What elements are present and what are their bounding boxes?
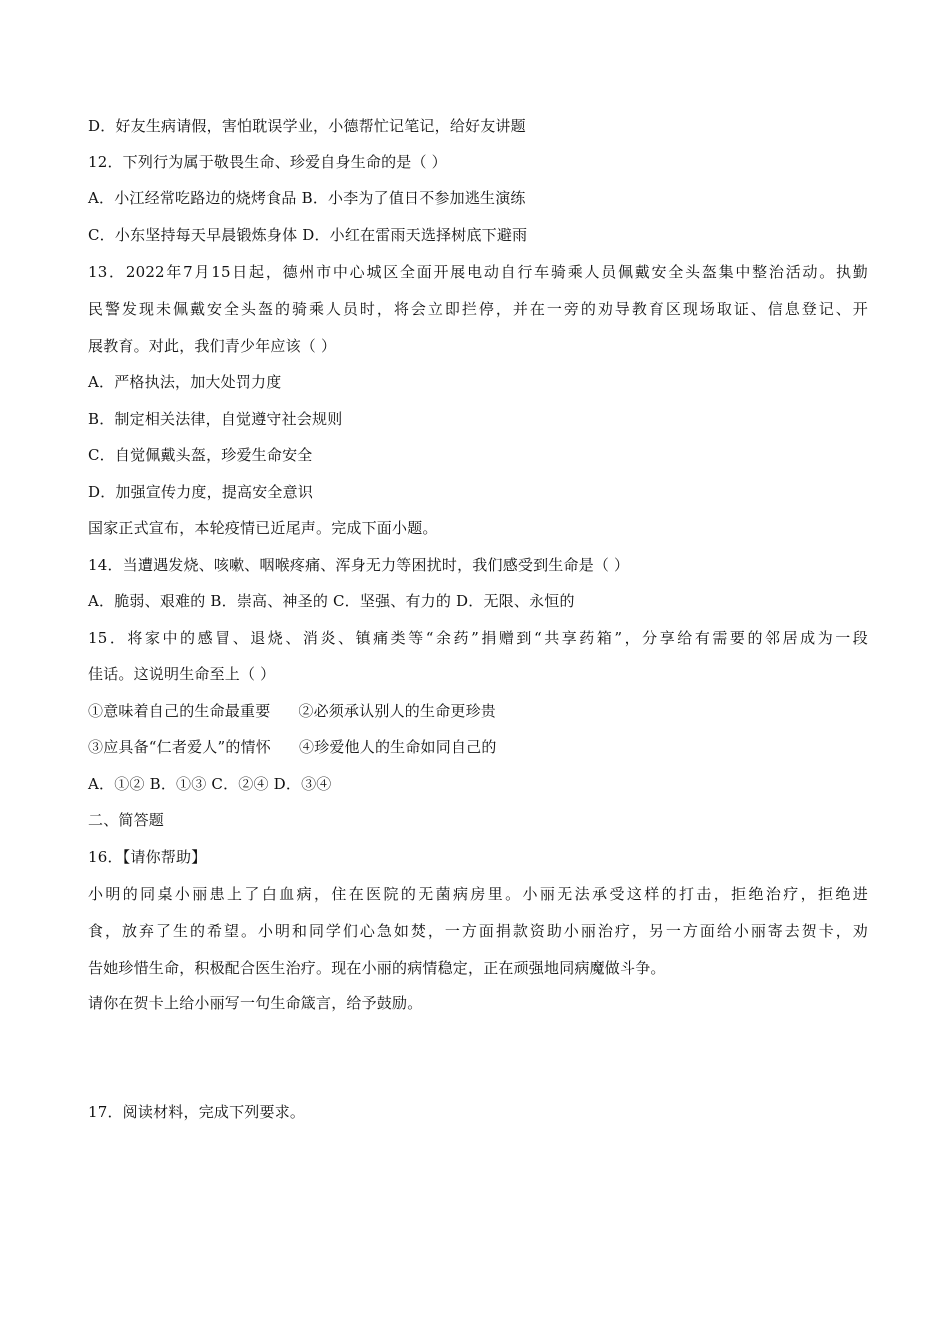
- q14-options: A．脆弱、艰难的 B．崇高、神圣的 C．坚强、有力的 D．无限、永恒的: [88, 592, 575, 610]
- q13-option-c: C．自觉佩戴头盔，珍爱生命安全: [88, 446, 313, 464]
- q13-stem-line-3: 展教育。对此，我们青少年应该（ ）: [88, 337, 337, 355]
- q15-stem-line-2: 佳话。这说明生命至上（ ）: [88, 665, 276, 683]
- q14-stem: 14．当遭遇发烧、咳嗽、咽喉疼痛、浑身无力等困扰时，我们感受到生命是（ ）: [88, 556, 630, 574]
- q16-title: 16．【请你帮助】: [88, 848, 207, 866]
- q16-material-line-1: 小明的同桌小丽患上了白血病，住在医院的无菌病房里。小丽无法承受这样的打击，拒绝治疗，拒绝进: [88, 885, 868, 903]
- q15-options: A．①② B．①③ C．②④ D．③④: [88, 775, 332, 793]
- q16-material-line-3: 告她珍惜生命，积极配合医生治疗。现在小丽的病情稳定，正在顽强地同病魔做斗争。: [88, 959, 666, 977]
- q13-option-b: B．制定相关法律，自觉遵守社会规则: [88, 410, 343, 428]
- q12-options-cd: C．小东坚持每天早晨锻炼身体 D．小红在雷雨天选择树底下避雨: [88, 226, 528, 244]
- q15-stem-line-1: 15．将家中的感冒、退烧、消炎、镇痛类等“余药”捐赠到“共享药箱”，分享给有需要的邻居成为一段: [88, 629, 868, 647]
- section-heading: 二、简答题: [88, 811, 165, 829]
- q12-options-ab: A．小江经常吃路边的烧烤食品 B．小李为了值日不参加逃生演练: [88, 189, 526, 207]
- q15-statement-1: ①意味着自己的生命最重要: [88, 702, 271, 720]
- q12-stem: 12．下列行为属于敬畏生命、珍爱自身生命的是（ ）: [88, 153, 447, 171]
- q15-statements-row-1: [88, 701, 868, 721]
- q15-statement-2: ②必须承认别人的生命更珍贵: [298, 702, 497, 720]
- q15-statement-3: ③应具备“仁者爱人”的情怀: [88, 738, 271, 756]
- q15-statements-row-2: [88, 737, 868, 757]
- material-intro: 国家正式宣布，本轮疫情已近尾声。完成下面小题。: [88, 519, 438, 537]
- q13-option-a: A．严格执法，加大处罚力度: [88, 373, 282, 391]
- q13-stem-line-1: 13．2022年7月15日起，德州市中心城区全面开展电动自行车骑乘人员佩戴安全头盔集中整治活动。执勤: [88, 263, 868, 281]
- q13-stem-line-2: 民警发现未佩戴安全头盔的骑乘人员时，将会立即拦停，并在一旁的劝导教育区现场取证、信息登记、开: [88, 300, 868, 318]
- q13-option-d: D．加强宣传力度，提高安全意识: [88, 483, 314, 501]
- q15-statement-4: ④珍爱他人的生命如同自己的: [298, 738, 497, 756]
- q16-material-line-2: 食，放弃了生的希望。小明和同学们心急如焚，一方面捐款资助小丽治疗，另一方面给小丽寄去贺卡，劝: [88, 922, 868, 940]
- q16-question: 请你在贺卡上给小丽写一句生命箴言，给予鼓励。: [88, 994, 423, 1012]
- q11-option-d: D．好友生病请假，害怕耽误学业，小德帮忙记笔记，给好友讲题: [88, 117, 526, 135]
- q17-stem: 17．阅读材料，完成下列要求。: [88, 1103, 306, 1121]
